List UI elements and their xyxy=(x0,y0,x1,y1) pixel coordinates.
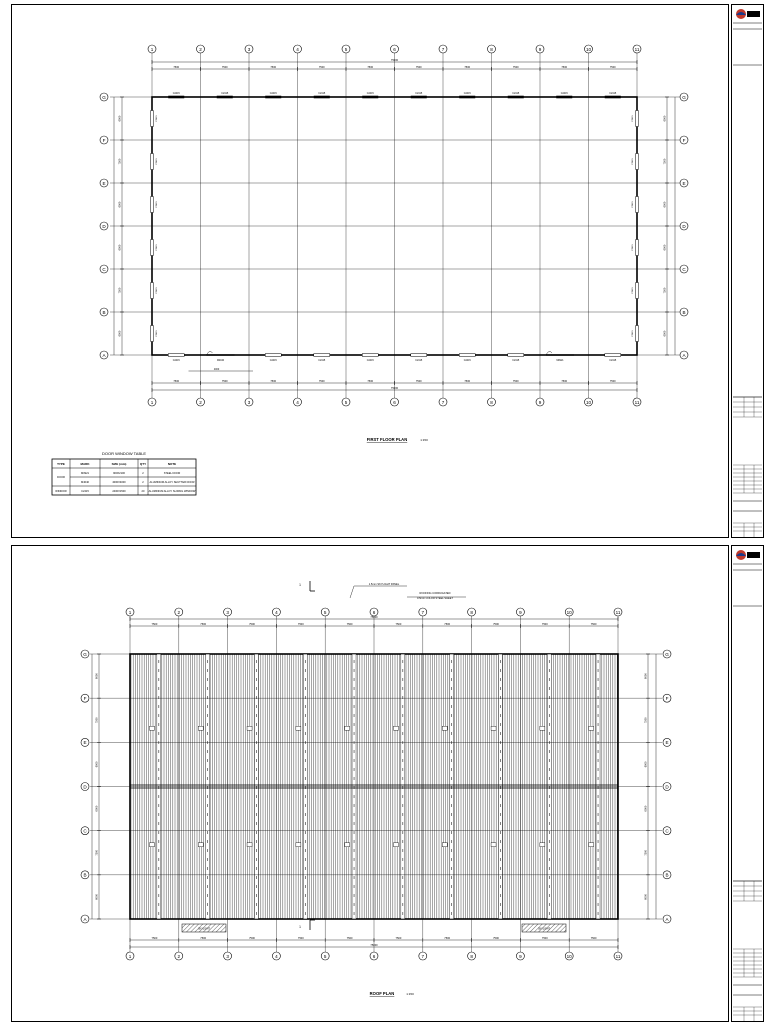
window-tag-bottom: C2415 xyxy=(463,359,471,362)
table-cell-2-3: 20 xyxy=(141,490,145,493)
dim-text-total: 75000 xyxy=(390,59,399,62)
downspout-tag xyxy=(491,843,496,847)
skylight-box-label-0: SKYLIGHT xyxy=(198,927,210,931)
row-bubble-left-D: D xyxy=(102,223,106,229)
dim-text-bay: 7500 xyxy=(270,380,277,383)
col-bubble-top-6: 6 xyxy=(393,46,396,52)
table-header-3: QTY xyxy=(139,462,147,466)
title-block-sheet-1 xyxy=(731,4,764,538)
title-block-sheet-2 xyxy=(731,545,764,1022)
col-bubble-top-4: 4 xyxy=(296,46,299,52)
dim-text-row: 7500 xyxy=(644,717,648,724)
dim-text-bay: 7500 xyxy=(270,66,277,69)
window-bottom xyxy=(265,354,281,357)
dim-text-row: 6000 xyxy=(663,330,667,337)
table-cell-0-4: STEEL DOOR xyxy=(163,472,181,475)
note-roofing: ROOFING CORRUGATED xyxy=(419,592,451,595)
section-mark-top: 1 xyxy=(299,583,301,587)
dim-text-bay: 7500 xyxy=(444,623,451,626)
window-tag-top: C2415 xyxy=(609,92,617,95)
window-tag-right: C2415 xyxy=(632,287,634,294)
table-cell-2-2: 2400X1500 xyxy=(112,490,126,493)
window-tag-left: C2415 xyxy=(156,287,158,294)
row-bubble-right-B: B xyxy=(682,309,686,315)
table-cell-2-0: WINDOW xyxy=(55,490,67,493)
col-bubble-top-9: 9 xyxy=(538,46,542,52)
dim-text-total: 75000 xyxy=(390,387,399,390)
window-top xyxy=(314,96,330,99)
note-skylight-panel: 1.5mm SKYLIGHT PANEL xyxy=(368,583,400,586)
dim-text-row: 7500 xyxy=(95,717,99,724)
col-bubble-bottom-4: 4 xyxy=(296,399,299,405)
dim-text-bay: 7500 xyxy=(318,66,325,69)
downspout-tag xyxy=(198,726,203,730)
dim-text-row: 6000 xyxy=(95,673,99,679)
row-bubble-left-B: B xyxy=(83,872,87,878)
window-tag-right: C2415 xyxy=(632,115,634,122)
window-right xyxy=(636,240,639,256)
row-bubble-right-A: A xyxy=(682,352,686,358)
col-bubble-top-5: 5 xyxy=(323,609,327,615)
row-bubble-left-F: F xyxy=(102,137,106,143)
col-bubble-bottom-6: 6 xyxy=(393,399,396,405)
drawing-sheet-first-floor xyxy=(11,4,729,538)
window-bottom xyxy=(459,354,475,357)
col-bubble-bottom-2: 2 xyxy=(199,399,202,405)
col-bubble-bottom-5: 5 xyxy=(344,399,348,405)
downspout-tag xyxy=(442,726,447,730)
col-bubble-bottom-6: 6 xyxy=(372,953,376,959)
note-color-steel: 0.5mm COLOR STEEL SHEET xyxy=(416,597,454,600)
window-left xyxy=(151,283,154,299)
window-bottom xyxy=(168,354,184,357)
row-bubble-right-F: F xyxy=(665,695,669,701)
window-tag-left: C2415 xyxy=(156,244,158,251)
dim-text-bay: 7500 xyxy=(541,937,548,940)
row-bubble-left-G: G xyxy=(102,94,106,100)
dim-text-bay: 7500 xyxy=(297,623,304,626)
company-logo-icon xyxy=(747,552,760,558)
row-bubble-left-E: E xyxy=(83,740,87,746)
downspout-tag xyxy=(393,726,398,730)
col-bubble-bottom-2: 2 xyxy=(177,953,181,959)
dim-text-bay: 7500 xyxy=(249,937,255,940)
dim-text-bay: 7500 xyxy=(151,623,158,626)
table-header-1: MARK xyxy=(80,462,90,466)
dim-text-bay: 7500 xyxy=(221,66,228,69)
window-tag-bottom: C2415 xyxy=(172,359,180,362)
col-bubble-bottom-1: 1 xyxy=(128,953,132,959)
dim-text-bay: 7500 xyxy=(590,623,597,626)
downspout-tag xyxy=(491,726,496,730)
col-bubble-bottom-8: 8 xyxy=(470,953,473,959)
row-bubble-right-D: D xyxy=(665,784,669,790)
table-cell-2-1: C2415 xyxy=(81,490,89,493)
dim-text-bay: 7500 xyxy=(415,380,422,383)
col-bubble-top-11: 11 xyxy=(615,609,621,615)
downspout-tag xyxy=(393,843,398,847)
window-bottom xyxy=(605,354,621,357)
col-bubble-bottom-7: 7 xyxy=(421,953,425,959)
dim-text-row: 6000 xyxy=(644,673,648,679)
dim-text-bay: 7500 xyxy=(444,937,451,940)
dim-text-bay: 7500 xyxy=(395,623,402,626)
dim-text-bay: 7500 xyxy=(151,937,158,940)
dim-text-bay: 7500 xyxy=(609,66,616,69)
window-top xyxy=(605,96,621,99)
window-tag-right: C2415 xyxy=(632,201,634,208)
table-cell-1-3: 2 xyxy=(142,481,144,484)
company-logo-icon xyxy=(747,11,760,17)
col-bubble-bottom-3: 3 xyxy=(226,953,229,959)
dim-text-row: 6000 xyxy=(663,244,667,251)
downspout-tag xyxy=(589,726,594,730)
window-tag-top: C2415 xyxy=(269,92,277,95)
dim-text-row: 6000 xyxy=(118,330,122,337)
window-tag-right: C2415 xyxy=(632,158,634,165)
dim-text-row: 6000 xyxy=(118,244,122,251)
dim-text-bay: 7500 xyxy=(173,66,180,69)
dim-text-row: 6000 xyxy=(118,115,122,122)
downspout-tag xyxy=(540,726,545,730)
dim-text-bay: 7500 xyxy=(318,380,325,383)
table-cell-0-0: DOOR xyxy=(57,476,65,479)
col-bubble-bottom-11: 11 xyxy=(615,953,621,959)
col-bubble-top-11: 11 xyxy=(634,46,640,52)
window-tag-bottom: C2415 xyxy=(512,359,520,362)
downspout-tag xyxy=(247,843,252,847)
dim-text-bay: 7500 xyxy=(493,937,499,940)
table-cell-2-4: ALUMINIUM ALLOY SLIDING WINDOW xyxy=(148,490,196,493)
downspout-tag xyxy=(198,843,203,847)
window-top xyxy=(265,96,281,99)
window-tag-top: C2415 xyxy=(463,92,471,95)
col-bubble-top-1: 1 xyxy=(150,46,154,52)
dim-text-bay: 7500 xyxy=(346,937,353,940)
dim-text-row: 7500 xyxy=(118,287,122,294)
dim-text-bay: 7500 xyxy=(249,623,255,626)
col-bubble-top-3: 3 xyxy=(226,609,229,615)
table-cell-1-4: ALUMINIUM ALLOY SHUTTER DOOR xyxy=(149,481,195,484)
dim-text-bay: 7500 xyxy=(561,380,568,383)
col-bubble-top-8: 8 xyxy=(470,609,473,615)
row-bubble-left-A: A xyxy=(102,352,106,358)
row-bubble-left-C: C xyxy=(83,828,87,834)
window-top xyxy=(217,96,233,99)
window-tag-top: C2415 xyxy=(172,92,180,95)
dim-text-row: 6000 xyxy=(644,894,648,900)
row-bubble-right-E: E xyxy=(682,180,686,186)
downspout-tag xyxy=(540,843,545,847)
roof-plan-scale: 1:150 xyxy=(406,992,414,996)
window-left xyxy=(151,326,154,342)
window-right xyxy=(636,326,639,342)
dim-text-row: 7500 xyxy=(663,287,667,294)
col-bubble-bottom-9: 9 xyxy=(519,953,522,959)
window-top xyxy=(362,96,378,99)
window-right xyxy=(636,283,639,299)
row-bubble-left-F: F xyxy=(83,695,87,701)
dim-text-bay: 7500 xyxy=(493,623,499,626)
window-bottom xyxy=(362,354,378,357)
col-bubble-bottom-4: 4 xyxy=(275,953,278,959)
dim-text-bay: 7500 xyxy=(609,380,616,383)
dim-text-bay: 7500 xyxy=(200,623,207,626)
table-header-0: TYPE xyxy=(57,462,65,466)
window-right xyxy=(636,111,639,127)
col-bubble-top-4: 4 xyxy=(275,609,278,615)
dim-text-row: 7500 xyxy=(644,849,648,856)
dim-text-row: 6000 xyxy=(663,201,667,208)
col-bubble-top-9: 9 xyxy=(519,609,522,615)
window-tag-bottom: C2415 xyxy=(366,359,374,362)
window-tag-left: C2415 xyxy=(156,158,158,165)
col-bubble-top-10: 10 xyxy=(585,46,592,52)
dim-text-bay: 7500 xyxy=(367,66,374,69)
table-header-2: SIZE (mm) xyxy=(111,462,127,466)
window-bottom xyxy=(314,354,330,357)
col-bubble-top-2: 2 xyxy=(177,609,181,615)
downspout-tag xyxy=(247,726,252,730)
dim-text-row: 6000 xyxy=(644,761,648,768)
window-top xyxy=(459,96,475,99)
dim-text-bay: 7500 xyxy=(395,937,402,940)
window-tag-right: C2415 xyxy=(632,244,634,251)
window-tag-bottom: C2415 xyxy=(415,359,423,362)
window-right xyxy=(636,197,639,213)
downspout-tag xyxy=(345,726,350,730)
dim-text-bay: 7500 xyxy=(367,380,374,383)
dim-text-row: 7500 xyxy=(118,158,122,165)
roof-plan-drawing xyxy=(12,546,728,1021)
window-right xyxy=(636,154,639,170)
door-dim-text: 4000 xyxy=(213,368,220,371)
dim-text-bay: 7500 xyxy=(590,937,597,940)
leader-skylight xyxy=(350,586,354,598)
table-cell-0-3: 2 xyxy=(142,472,144,475)
window-tag-top: C2415 xyxy=(366,92,374,95)
table-cell-1-1: M4040 xyxy=(81,481,89,484)
dim-text-bay: 7500 xyxy=(464,380,471,383)
row-bubble-right-G: G xyxy=(682,94,686,100)
table-cell-1-2: 4000X4000 xyxy=(112,481,126,484)
col-bubble-top-10: 10 xyxy=(566,609,572,615)
dim-text-bay: 7500 xyxy=(464,66,471,69)
dim-text-row: 6000 xyxy=(663,115,667,122)
col-bubble-bottom-11: 11 xyxy=(634,399,640,405)
row-bubble-right-D: D xyxy=(682,223,686,229)
first-floor-plan-title: FIRST FLOOR PLAN xyxy=(366,437,408,442)
row-bubble-left-C: C xyxy=(102,266,106,272)
downspout-tag xyxy=(149,843,154,847)
col-bubble-top-7: 7 xyxy=(421,609,425,615)
col-bubble-top-1: 1 xyxy=(128,609,132,615)
skylight-box-label-1: SKYLIGHT xyxy=(538,927,550,931)
window-bottom xyxy=(411,354,427,357)
downspout-tag xyxy=(442,843,447,847)
col-bubble-bottom-10: 10 xyxy=(585,399,592,405)
window-top xyxy=(411,96,427,99)
window-left xyxy=(151,240,154,256)
window-left xyxy=(151,111,154,127)
section-mark-bottom: 1 xyxy=(299,925,301,929)
window-tag-bottom: C2415 xyxy=(269,359,277,362)
first-floor-plan-scale: 1:150 xyxy=(420,438,428,442)
dim-text-bay: 7500 xyxy=(541,623,548,626)
col-bubble-top-7: 7 xyxy=(441,46,445,52)
dim-text-total: 75000 xyxy=(370,944,378,947)
col-bubble-bottom-10: 10 xyxy=(566,953,572,959)
window-top xyxy=(508,96,524,99)
window-bottom xyxy=(508,354,524,357)
window-tag-top: C2415 xyxy=(318,92,326,95)
col-bubble-bottom-1: 1 xyxy=(150,399,154,405)
table-cell-0-1: M0921 xyxy=(81,472,89,475)
row-bubble-right-F: F xyxy=(682,137,686,143)
dim-text-row: 6000 xyxy=(644,805,648,812)
col-bubble-bottom-8: 8 xyxy=(490,399,493,405)
window-tag-right: C2415 xyxy=(632,330,634,337)
dim-text-row: 6000 xyxy=(95,761,99,768)
roof-plan-title: ROOF PLAN xyxy=(369,991,395,996)
col-bubble-bottom-9: 9 xyxy=(538,399,542,405)
dim-text-bay: 7500 xyxy=(512,380,519,383)
dim-text-row: 6000 xyxy=(95,805,99,812)
window-tag-left: C2415 xyxy=(156,115,158,122)
drawing-sheet-roof xyxy=(11,545,729,1022)
table-cell-0-2: 900X2100 xyxy=(113,472,125,475)
row-bubble-right-G: G xyxy=(665,651,669,657)
window-tag-left: C2415 xyxy=(156,201,158,208)
window-top xyxy=(556,96,572,99)
door-tag-left: M4040 xyxy=(216,360,225,362)
table-header-4: NOTE xyxy=(167,462,177,466)
dim-text-bay: 7500 xyxy=(512,66,519,69)
downspout-tag xyxy=(149,726,154,730)
col-bubble-top-6: 6 xyxy=(372,609,376,615)
row-bubble-right-C: C xyxy=(682,266,686,272)
col-bubble-top-5: 5 xyxy=(344,46,348,52)
dim-text-row: 7500 xyxy=(663,158,667,165)
row-bubble-left-D: D xyxy=(83,784,87,790)
window-tag-top: C2415 xyxy=(560,92,568,95)
first-floor-plan-drawing xyxy=(12,5,728,537)
dim-text-bay: 7500 xyxy=(297,937,304,940)
dim-text-row: 6000 xyxy=(95,894,99,900)
door-window-table-title: DOOR WINDOW TABLE xyxy=(101,451,147,456)
row-bubble-left-A: A xyxy=(83,916,87,922)
window-tag-top: C2415 xyxy=(512,92,520,95)
window-tag-bottom: C2415 xyxy=(318,359,326,362)
window-tag-left: C2415 xyxy=(156,330,158,337)
downspout-tag xyxy=(296,726,301,730)
col-bubble-bottom-7: 7 xyxy=(441,399,445,405)
window-tag-bottom: C2415 xyxy=(609,359,617,362)
col-bubble-top-2: 2 xyxy=(199,46,202,52)
window-left xyxy=(151,154,154,170)
col-bubble-top-8: 8 xyxy=(490,46,493,52)
window-top xyxy=(168,96,184,99)
col-bubble-bottom-3: 3 xyxy=(247,399,251,405)
row-bubble-right-A: A xyxy=(665,916,669,922)
downspout-tag xyxy=(345,843,350,847)
row-bubble-left-B: B xyxy=(102,309,106,315)
row-bubble-left-E: E xyxy=(102,180,106,186)
dim-text-total: 75000 xyxy=(370,616,378,619)
window-tag-top: C2415 xyxy=(415,92,423,95)
row-bubble-right-C: C xyxy=(665,828,669,834)
dim-text-row: 7500 xyxy=(95,849,99,856)
dim-text-bay: 7500 xyxy=(173,380,180,383)
dim-text-bay: 7500 xyxy=(346,623,353,626)
dim-text-bay: 7500 xyxy=(221,380,228,383)
window-tag-top: C2415 xyxy=(221,92,229,95)
dim-text-row: 6000 xyxy=(118,201,122,208)
row-bubble-left-G: G xyxy=(83,651,87,657)
downspout-tag xyxy=(589,843,594,847)
dim-text-bay: 7500 xyxy=(200,937,207,940)
dim-text-bay: 7500 xyxy=(415,66,422,69)
col-bubble-bottom-5: 5 xyxy=(323,953,327,959)
door-tag-right: M0921 xyxy=(556,360,564,362)
col-bubble-top-3: 3 xyxy=(247,46,251,52)
row-bubble-right-B: B xyxy=(665,872,669,878)
downspout-tag xyxy=(296,843,301,847)
window-left xyxy=(151,197,154,213)
row-bubble-right-E: E xyxy=(665,740,669,746)
dim-text-bay: 7500 xyxy=(561,66,568,69)
